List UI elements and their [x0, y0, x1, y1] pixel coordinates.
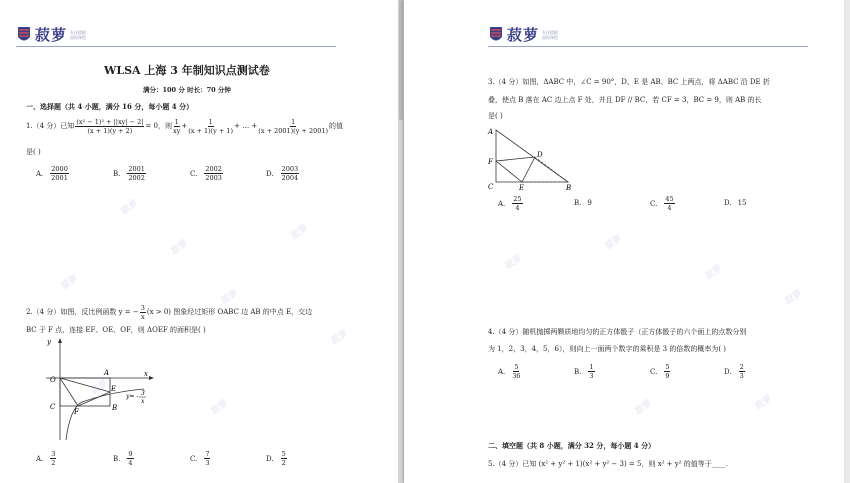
- brand-logo: [488, 24, 558, 45]
- question-4: 4.（4 分）随机抛掷两颗质地均匀的正方体骰子（正方体骰子的六个面上的点数分别: [488, 328, 747, 336]
- q2-choice-a[interactable]: A. $\frac{3}{2}$: [36, 450, 56, 467]
- watermark: 菽萝: [89, 378, 111, 397]
- brand-name: 菽萝: [35, 26, 68, 44]
- q1-fraction-term1: $\frac{1}{xy}$: [172, 118, 181, 135]
- watermark: 菽萝: [289, 223, 311, 242]
- q1-choice-c[interactable]: C. $\frac{2002}{2003}$: [190, 165, 222, 182]
- q2-figure: [40, 336, 160, 444]
- q3-label-e: E: [519, 184, 525, 192]
- q4-choice-a[interactable]: A. $\frac{5}{36}$: [498, 363, 521, 380]
- brand-mark-icon: [488, 25, 504, 45]
- page-2: [404, 0, 844, 483]
- section-heading-choice: 一、选择题（共 4 小题，满分 16 分，每小题 4 分）: [26, 102, 194, 111]
- question-3: 3.（4 分）如图，ΔABC 中，∠C = 90°，D、E 是 AB、BC 上两点，将 ΔABC 沿 DE 折: [488, 78, 770, 86]
- watermark: 菽萝: [59, 273, 81, 292]
- q2-label-y: y: [47, 338, 51, 346]
- page-title: WLSA 上海 3 年制知识点测试卷: [104, 64, 270, 77]
- q1-choice-d[interactable]: D. $\frac{2003}{2004}$: [266, 165, 299, 182]
- q3-choice-c[interactable]: C. $\frac{45}{4}$: [650, 195, 674, 212]
- q2-label-o: O: [50, 376, 56, 384]
- page-1: [0, 0, 398, 483]
- q2-choice-c[interactable]: C. $\frac{7}{3}$: [190, 450, 210, 467]
- watermark: 菽萝: [169, 238, 191, 257]
- question-4-line2: 为 1，2，3，4，5，6），则向上一面两个数字的乘积是 3 的倍数的概率为( ): [488, 345, 727, 353]
- question-3-line2: 叠，使点 B 落在 AC 边上点 F 处，并且 DF // BC，若 CF = 3，BC = 9，则 AB 的长: [488, 96, 762, 104]
- q4-choice-c[interactable]: C. $\frac{5}{9}$: [650, 363, 670, 380]
- q4-choice-d[interactable]: D. $\frac{2}{3}$: [724, 363, 744, 380]
- q2-label-b: B: [112, 404, 118, 412]
- q1-choice-b[interactable]: B. $\frac{2001}{2002}$: [113, 165, 145, 182]
- header-divider: [488, 46, 808, 47]
- q2-label-f: F: [74, 408, 79, 416]
- scrollbar-thumb[interactable]: [399, 0, 403, 120]
- watermark: 菽萝: [119, 198, 141, 217]
- brand-tagline: 专注精细 国际课程: [70, 29, 87, 40]
- brand-mark-icon: [16, 25, 32, 45]
- q3-label-b: B: [566, 184, 572, 192]
- q1-fraction-term-last: $\frac{1}{(x + 2001)(y + 2001)}$: [258, 118, 329, 135]
- header-divider: [16, 46, 336, 47]
- brand-tagline: 专注精细 国际课程: [542, 29, 559, 40]
- question-3-line3: 是( ): [488, 112, 503, 120]
- q1-fraction-condition: $\frac{\text{(x² − 1)² + ||xy| − 2|}}{(x + 1)(y + 2)}$: [76, 118, 144, 135]
- q2-label-e: E: [111, 385, 117, 393]
- q2-curve-label: y= -: [126, 393, 139, 400]
- q2-label-x: x: [144, 370, 148, 378]
- question-2: 2.（4 分）如图，反比例函数 y = − $\frac{3}{x}$ (x > 0) 图象经过矩形 OABC 边 AB 的中点 E，交边: [26, 304, 313, 321]
- question-1: 1.（4 分）已知 $\frac{\text{(x² − 1)² + ||xy| − 2|}}{(x + 1)(y + 2)}$ = 0，则 $\frac{1}{xy}$ + $\frac{1}{(x + 1)(y + 1)}$ + … + $\frac{1}{(x + 2001)(y + 2001)}$ 的值: [26, 118, 344, 135]
- q4-choice-b[interactable]: B. $\frac{1}{3}$: [574, 363, 594, 380]
- q3-label-c: C: [488, 183, 494, 191]
- q3-figure: [486, 124, 578, 194]
- question-5: 5.（4 分）已知 (x² + y² + 1)(x² + y² − 3) = 5，则 x² + y² 的值等于____.: [488, 460, 728, 468]
- q1-fraction-term2: $\frac{1}{(x + 1)(y + 1)}$: [188, 118, 234, 135]
- watermark: 菽萝: [783, 288, 805, 307]
- watermark: 菽萝: [209, 398, 231, 417]
- brand-name: 菽萝: [507, 26, 540, 44]
- question-1-line2: 是( ): [26, 148, 41, 156]
- q2-curve-den: x: [141, 398, 145, 405]
- watermark: 菽萝: [503, 253, 525, 272]
- watermark: 菽萝: [603, 233, 625, 252]
- exam-meta: 满分：100 分 时长：70 分钟: [143, 86, 231, 94]
- q1-choice-a[interactable]: A. $\frac{2000}{2001}$: [36, 165, 68, 182]
- q2-curve-num: 3: [141, 390, 145, 397]
- q3-label-d: D: [537, 151, 543, 159]
- q3-label-a: A: [488, 128, 494, 136]
- q3-choice-a[interactable]: A. $\frac{25}{4}$: [498, 195, 522, 212]
- q2-choice-d[interactable]: D. $\frac{5}{2}$: [266, 450, 286, 467]
- brand-logo: [16, 24, 86, 45]
- section-heading-fill-in: 二、填空题（共 8 小题，满分 32 分，每小题 4 分）: [488, 441, 656, 450]
- q3-label-f: F: [488, 158, 493, 166]
- watermark: 菽萝: [753, 393, 775, 412]
- watermark: 菽萝: [329, 328, 351, 347]
- q3-choice-b[interactable]: B. 9: [574, 199, 592, 207]
- q3-choice-d[interactable]: D. 15: [724, 199, 747, 207]
- q2-label-a: A: [104, 369, 110, 377]
- watermark: 菽萝: [219, 288, 241, 307]
- question-2-line2: BC 于 F 点，连接 EF、OE、OF，则 ΔOEF 的面积是( ): [26, 326, 206, 334]
- watermark: 菽萝: [703, 263, 725, 282]
- q2-choice-b[interactable]: B. $\frac{9}{4}$: [113, 450, 133, 467]
- q2-label-c: C: [50, 403, 56, 411]
- watermark: 菽萝: [633, 398, 655, 417]
